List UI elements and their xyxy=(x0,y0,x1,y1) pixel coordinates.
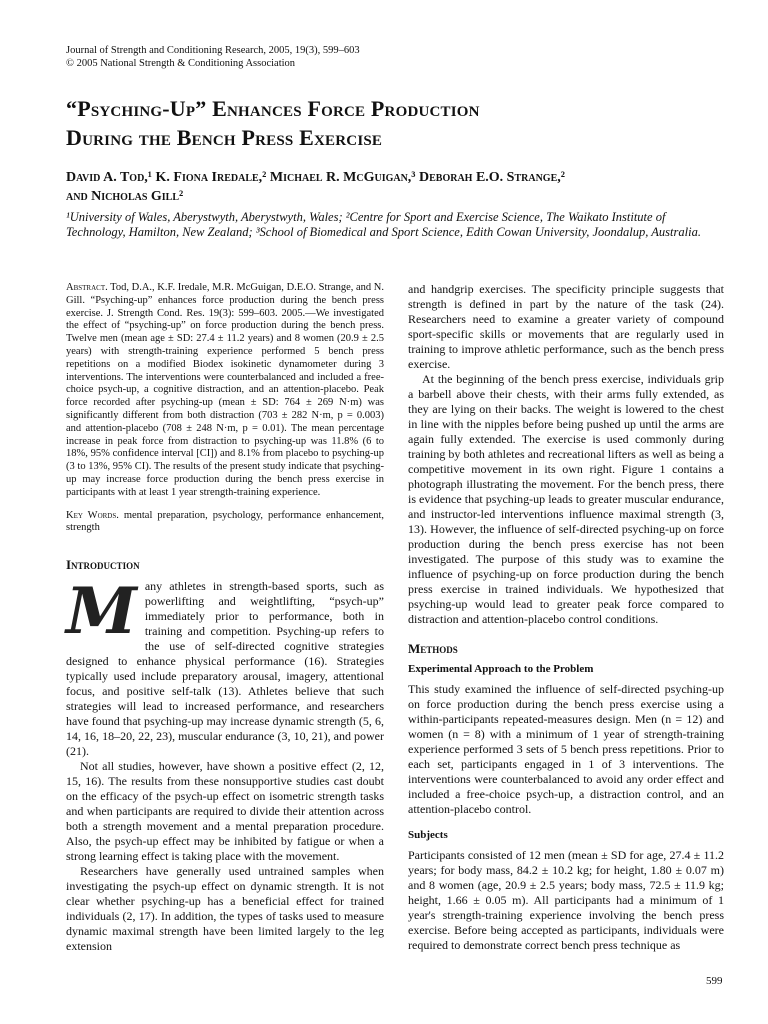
keywords-label: Key Words. xyxy=(66,509,119,521)
intro-paragraph-5: At the beginning of the bench press exercise, individuals grip a barbell above their chests, with their arms fully extended, as they are lying on their backs. The weight is lowered to the chest in line with the nipples before being pushed up until the arms are again fully extended. The exercise is used commonly during training by both athletes and recreational lifters as well as being a competitive movement in its own right. Figure 1 contains a photograph illustrating the movement. For the bench press, there is evidence that psyching-up leads to greater muscular endurance, and instructor-led interventions influence maximal strength (3, 13). However, the influence of self-directed psyching-up on force production during the bench press exercise has not been investigated. The purpose of this study was to examine the influence of psyching-up on force production during the bench press exercise in trained individuals. We hypothesized that psyching-up would lead to greater peak force compared to distraction and attention-placebo control conditions. xyxy=(408,372,724,626)
intro-paragraph-3: Researchers have generally used untrained samples when investigating the psych-up effect on dynamic strength. It is not clear whether psyching-up has a beneficial effect for trained individuals (2, 17). In addition, the types of tasks used to measure dynamic maximal strength have been limited largely to the leg extension xyxy=(66,864,384,954)
methods-heading: Methods xyxy=(408,641,458,656)
methods-paragraph-2: Participants consisted of 12 men (mean ± SD for age, 27.4 ± 11.2 years; for body mass, 84.2 ± 10.2 kg; for height, 1.80 ± 0.07 m) and 8 women (age, 20.9 ± 2.5 years; body mass, 72.5 ± 11.9 kg; height, 1.66 ± 0.05 m). All participants had a minimum of 1 year's strength-training experience involving the bench press exercise. Before being accepted as participants, individuals were required to demonstrate correct bench press technique as xyxy=(408,848,724,952)
intro-paragraph-4: and handgrip exercises. The specificity principle suggests that strength is defined in part by the nature of the task (24). Researchers need to examine a greater variety of compound sport-specific skills or movements that are regularly used in training to improve athletic performance, such as the bench press exercise. xyxy=(408,282,724,371)
keywords-text: mental preparation, psychology, performance enhancement, strength xyxy=(66,509,384,534)
right-column xyxy=(408,282,724,953)
abstract-label: Abstract. xyxy=(66,282,108,293)
affiliations: ¹University of Wales, Aberystwyth, Aberystwyth, Wales; ²Centre for Sport and Exercise Science, The Waikato Institute of Technology, Hamilton, New Zealand; ³School of Biomedical and Sport Science, Edith Cowan University, Joondalup, Australia. xyxy=(66,210,701,239)
intro-paragraph-1 xyxy=(66,574,384,759)
page-number: 599 xyxy=(706,975,723,987)
article-title xyxy=(66,94,706,152)
methods-subheading-approach: Experimental Approach to the Problem xyxy=(408,663,594,675)
methods-paragraph-1: This study examined the influence of self-directed psyching-up on force production during the bench press exercise using a within-participants repeated-measures design. Men (n = 12) and women (n = 8) with a minimum of 1 year of strength-training experience performed 3 sets of 5 bench press repetitions. Prior to each set, participants engaged in 1 of 3 interventions. The interventions were counterbalanced to avoid any order effect and included a free-choice psych-up, a distraction control, and an attention-placebo control. xyxy=(408,682,724,816)
methods-subheading-subjects: Subjects xyxy=(408,829,448,841)
journal-citation xyxy=(66,44,360,70)
journal-line-1: Journal of Strength and Conditioning Research, 2005, 19(3), 599–603 xyxy=(66,45,360,56)
left-column xyxy=(66,282,384,954)
drop-cap: M xyxy=(66,574,137,650)
abstract xyxy=(66,282,384,500)
title-line-1: “Psyching-Up” Enhances Force Production xyxy=(66,96,480,121)
authors-line-2: and Nicholas Gill² xyxy=(66,189,184,204)
intro-paragraph-1-text: any athletes in strength-based sports, such as powerlifting and weightlifting, “psych-up” immediately prior to performance, both in training and competition. Psyching-up refers to the use of self-directed cognitive strategies designed to enhance physical performance (16). Strategies typically used include preparatory arousal, imagery, attentional focus, and positive self-talk (13). Athletes believe that such strategies will lead to increased performance, and researchers have found that psyching-up may increase dynamic strength (5, 6, 14, 16, 18–20, 22, 23), muscular endurance (3, 10, 21), and power (21). xyxy=(66,579,384,759)
keywords xyxy=(66,510,384,536)
journal-line-2: © 2005 National Strength & Conditioning Association xyxy=(66,58,296,69)
introduction-heading: Introduction xyxy=(66,557,140,573)
intro-paragraph-2: Not all studies, however, have shown a positive effect (2, 12, 15, 16). The results from these nonsupportive studies cast doubt on the efficacy of the psych-up effect on isometric strength tasks and when participants are required to divide their attention across both a strength movement and a mental preparation procedure. Also, the psych-up effect may be inhibited by fatigue or when a strong learning effect is taking place with the movement. xyxy=(66,759,384,864)
abstract-text: Tod, D.A., K.F. Iredale, M.R. McGuigan, D.E.O. Strange, and N. Gill. “Psyching-up” enhances force production during the bench press exercise. J. Strength Cond. Res. 19(3): 599–603. 2005.—We investigated the effect of “psyching-up” on force production during the bench press. Twelve men (mean age ± SD: 27.4 ± 11.2 years) and 8 women (20.9 ± 2.5 years) with strength-training experience performed 5 bench press repetitions on a modified Biodex isokinetic dynamometer during 3 interventions. The interventions were counterbalanced and included a free-choice psych-up, a cognitive distraction, and an attention-placebo. Peak force recorded after psyching-up (mean ± SD: 764 ± 269 N·m) was significantly different from both distraction (703 ± 282 N·m, p = 0.003) and attention-placebo (708 ± 248 N·m, p = 0.01). The mean percentage increase in peak force from distraction to psyching-up was 11.8% (6 to 18%, 95% confidence interval [CI]) and 8.1% from placebo to psyching-up (3 to 13%, 95% CI). The results of the present study indicate that psyching-up may increase force production during the bench press exercise in participants with at least 1 year strength-training experience. xyxy=(66,282,384,498)
authors-line-1: David A. Tod,¹ K. Fiona Iredale,² Michael R. McGuigan,³ Deborah E.O. Strange,² xyxy=(66,170,565,185)
author-list xyxy=(66,168,716,206)
title-line-2: During the Bench Press Exercise xyxy=(66,125,383,150)
